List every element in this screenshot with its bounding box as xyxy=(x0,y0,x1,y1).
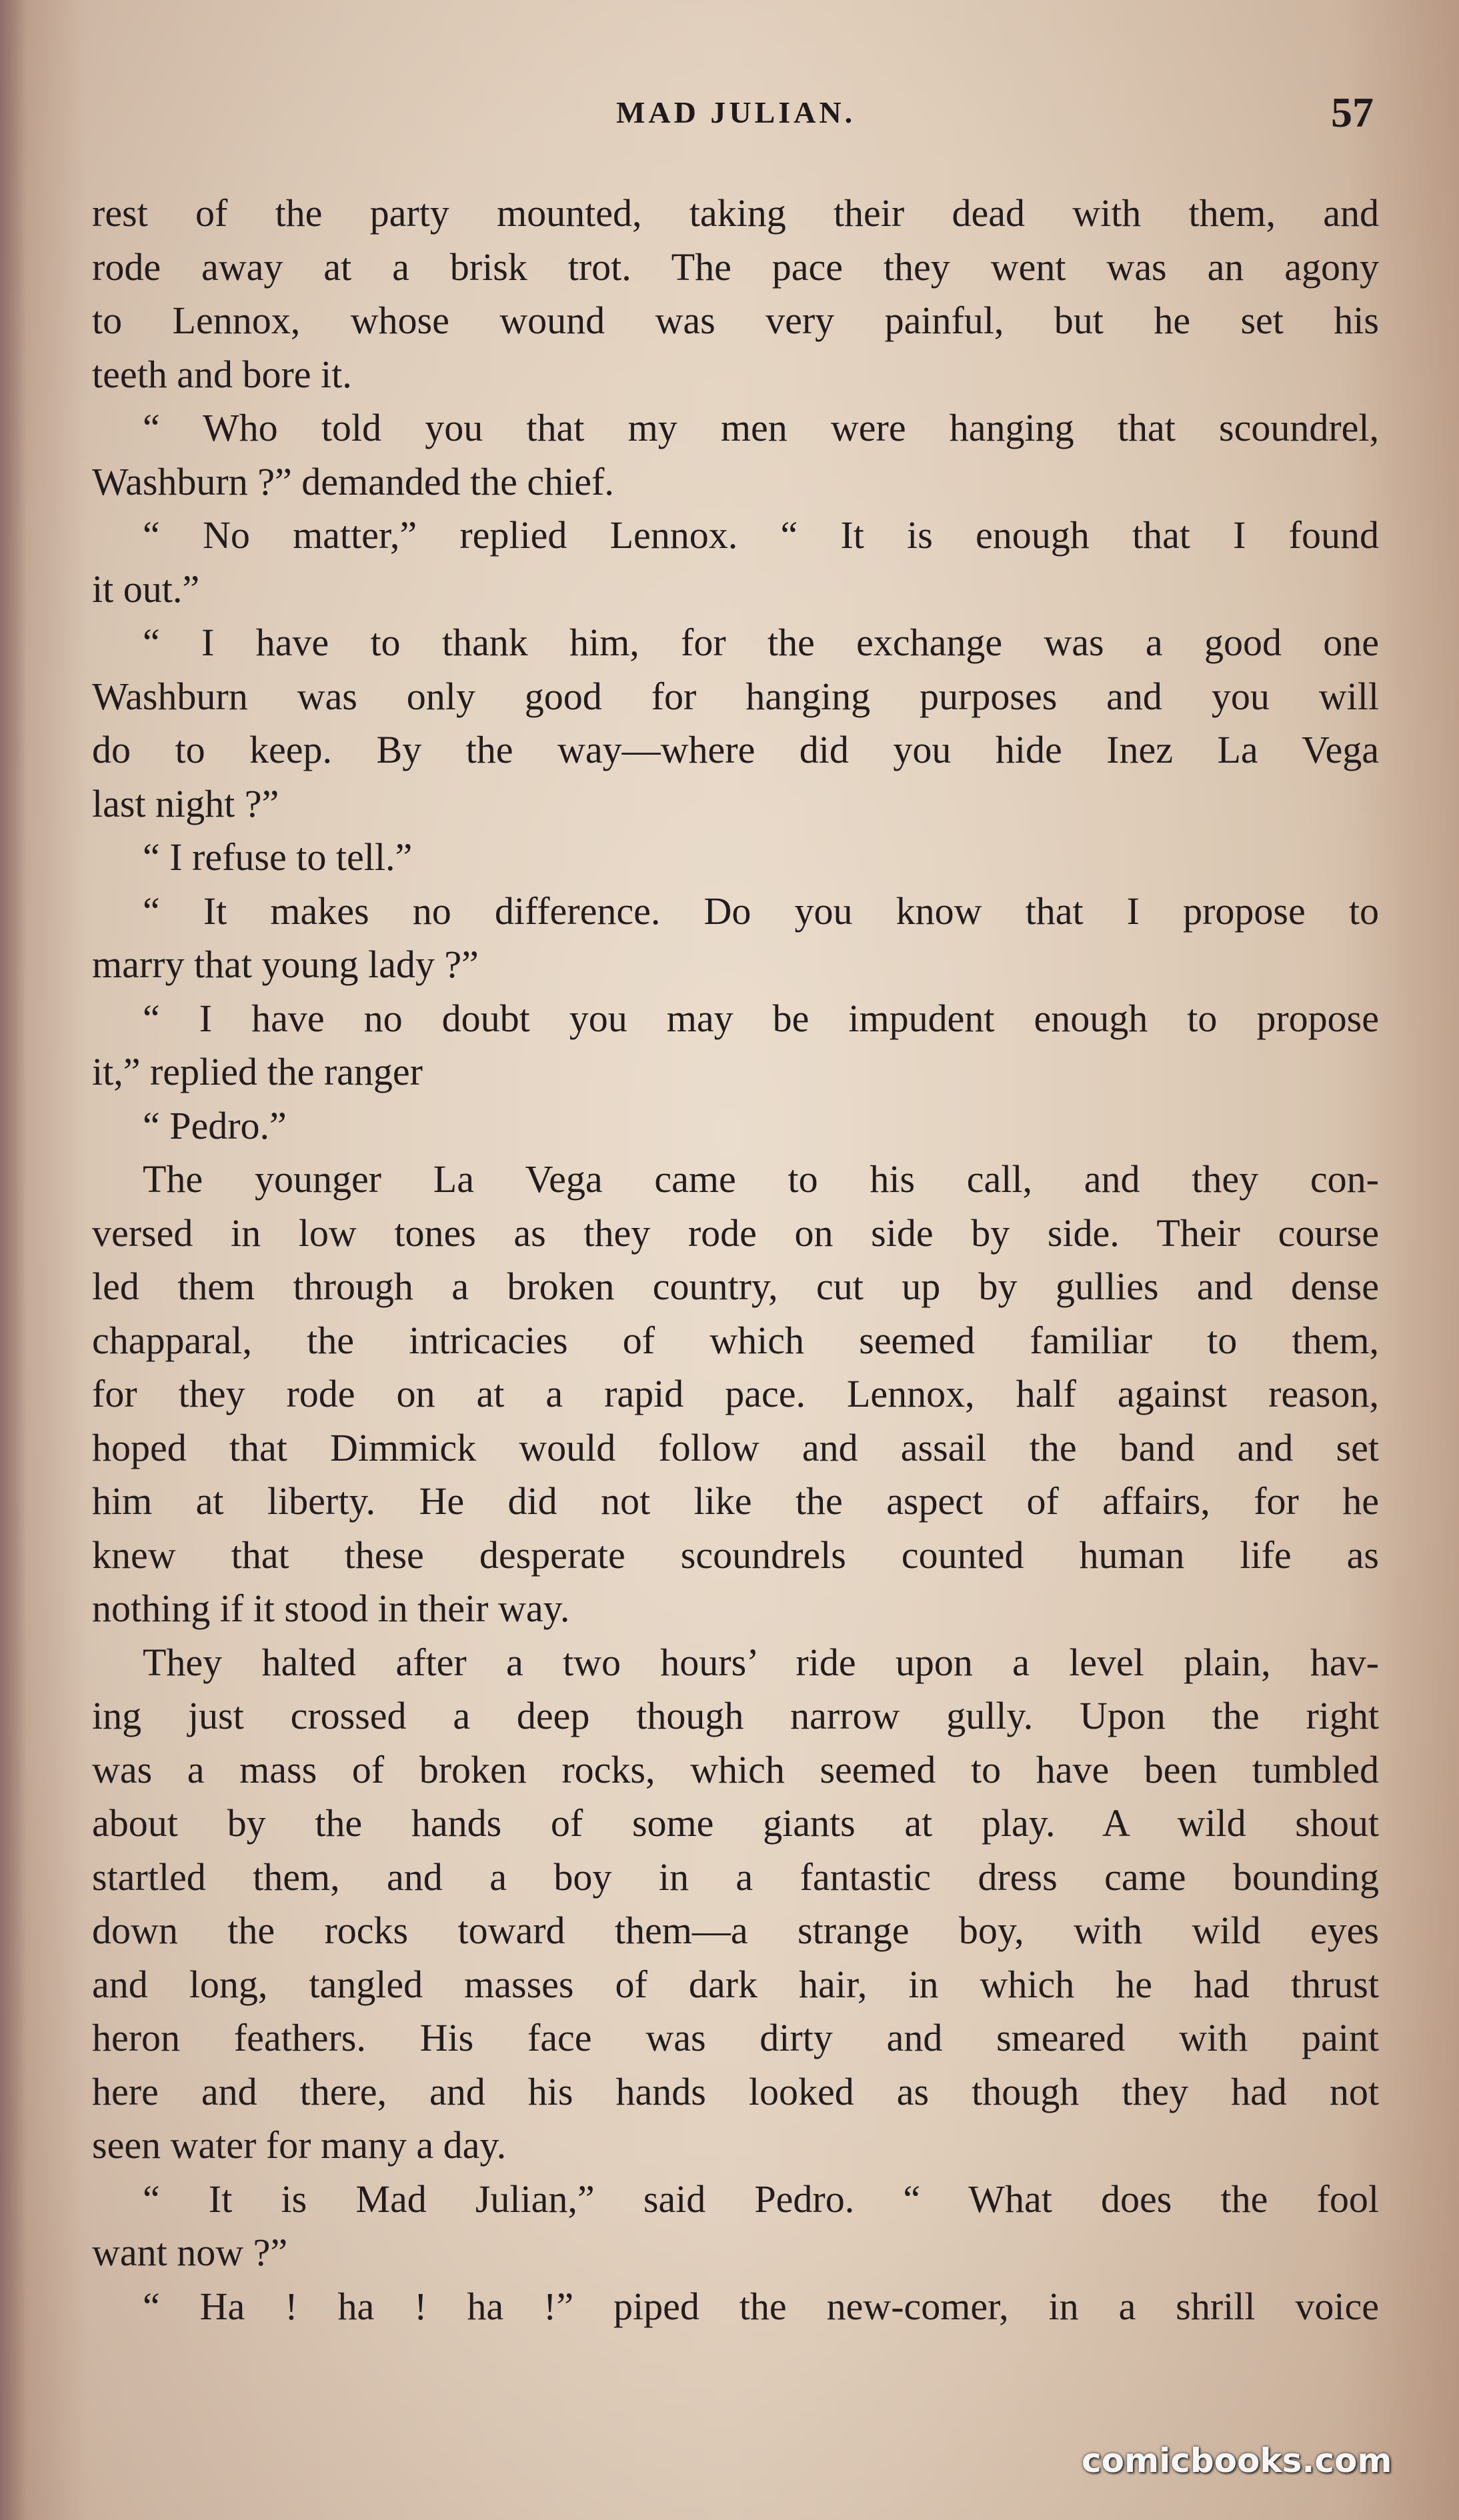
page-number: 57 xyxy=(1331,89,1374,136)
text-line: “ It is Mad Julian,” said Pedro. “ What does the fool xyxy=(143,2177,1379,2221)
page-gutter-shadow xyxy=(0,0,27,2520)
text-line: They halted after a two hours’ ride upon a level plain, hav- xyxy=(143,1640,1379,1684)
text-line: seen water for many a day. xyxy=(92,2123,507,2167)
text-line: versed in low tones as they rode on side by side. Their course xyxy=(92,1211,1379,1255)
text-line: rest of the party mounted, taking their dead with them, and xyxy=(92,191,1379,235)
text-line: marry that young lady ?” xyxy=(92,943,479,986)
text-line: down the rocks toward them—a strange boy, with wild eyes xyxy=(92,1909,1379,1952)
text-line: chapparal, the intricacies of which seemed familiar to them, xyxy=(92,1318,1379,1362)
text-line: “ I have no doubt you may be impudent enough to propose xyxy=(143,996,1379,1040)
text-line: led them through a broken country, cut up by gullies and dense xyxy=(92,1265,1379,1308)
text-line: teeth and bore it. xyxy=(92,352,352,396)
text-line: and long, tangled masses of dark hair, in which he had thrust xyxy=(92,1962,1379,2006)
text-line: heron feathers. His face was dirty and smeared with paint xyxy=(92,2016,1379,2059)
text-line: “ I have to thank him, for the exchange was a good one xyxy=(143,621,1379,664)
text-line: The younger La Vega came to his call, and they con- xyxy=(143,1157,1379,1201)
body-text xyxy=(92,187,1379,2347)
text-line: “ Ha ! ha ! ha !” piped the new-comer, in a shrill voice xyxy=(143,2284,1379,2328)
running-title: MAD JULIAN. xyxy=(616,95,856,129)
text-line: “ Pedro.” xyxy=(143,1103,287,1147)
text-line: “ I refuse to tell.” xyxy=(143,835,413,879)
text-line: do to keep. By the way—where did you hide Inez La Vega xyxy=(92,728,1379,771)
text-line: was a mass of broken rocks, which seemed to have been tumbled xyxy=(92,1747,1379,1791)
text-line: startled them, and a boy in a fantastic dress came bounding xyxy=(92,1855,1379,1899)
text-line: about by the hands of some giants at play. A wild shout xyxy=(92,1801,1379,1845)
text-line: “ It makes no difference. Do you know that I propose to xyxy=(143,889,1379,933)
text-line: him at liberty. He did not like the aspect of affairs, for he xyxy=(92,1479,1379,1523)
watermark: comicbooks.com xyxy=(1082,2441,1392,2480)
text-line: it,” replied the ranger xyxy=(92,1050,423,1093)
text-line: it out.” xyxy=(92,567,200,611)
text-line: hoped that Dimmick would follow and assail the band and set xyxy=(92,1425,1379,1469)
running-head xyxy=(0,88,1459,135)
text-line: here and there, and his hands looked as though they had not xyxy=(92,2069,1379,2113)
text-line: last night ?” xyxy=(92,781,279,825)
text-line: rode away at a brisk trot. The pace they went was an agony xyxy=(92,245,1379,289)
text-line: “ No matter,” replied Lennox. “ It is enough that I found xyxy=(143,513,1379,557)
text-line: knew that these desperate scoundrels counted human life as xyxy=(92,1533,1379,1577)
text-line: ing just crossed a deep though narrow gully. Upon the right xyxy=(92,1694,1379,1737)
text-line: nothing if it stood in their way. xyxy=(92,1587,570,1630)
text-line: for they rode on at a rapid pace. Lennox, half against reason, xyxy=(92,1372,1379,1415)
text-line: Washburn was only good for hanging purposes and you will xyxy=(92,674,1379,718)
text-line: Washburn ?” demanded the chief. xyxy=(92,459,614,503)
text-line: want now ?” xyxy=(92,2231,288,2274)
text-line: to Lennox, whose wound was very painful, but he set his xyxy=(92,299,1379,342)
text-line: “ Who told you that my men were hanging that scoundrel, xyxy=(143,406,1379,449)
